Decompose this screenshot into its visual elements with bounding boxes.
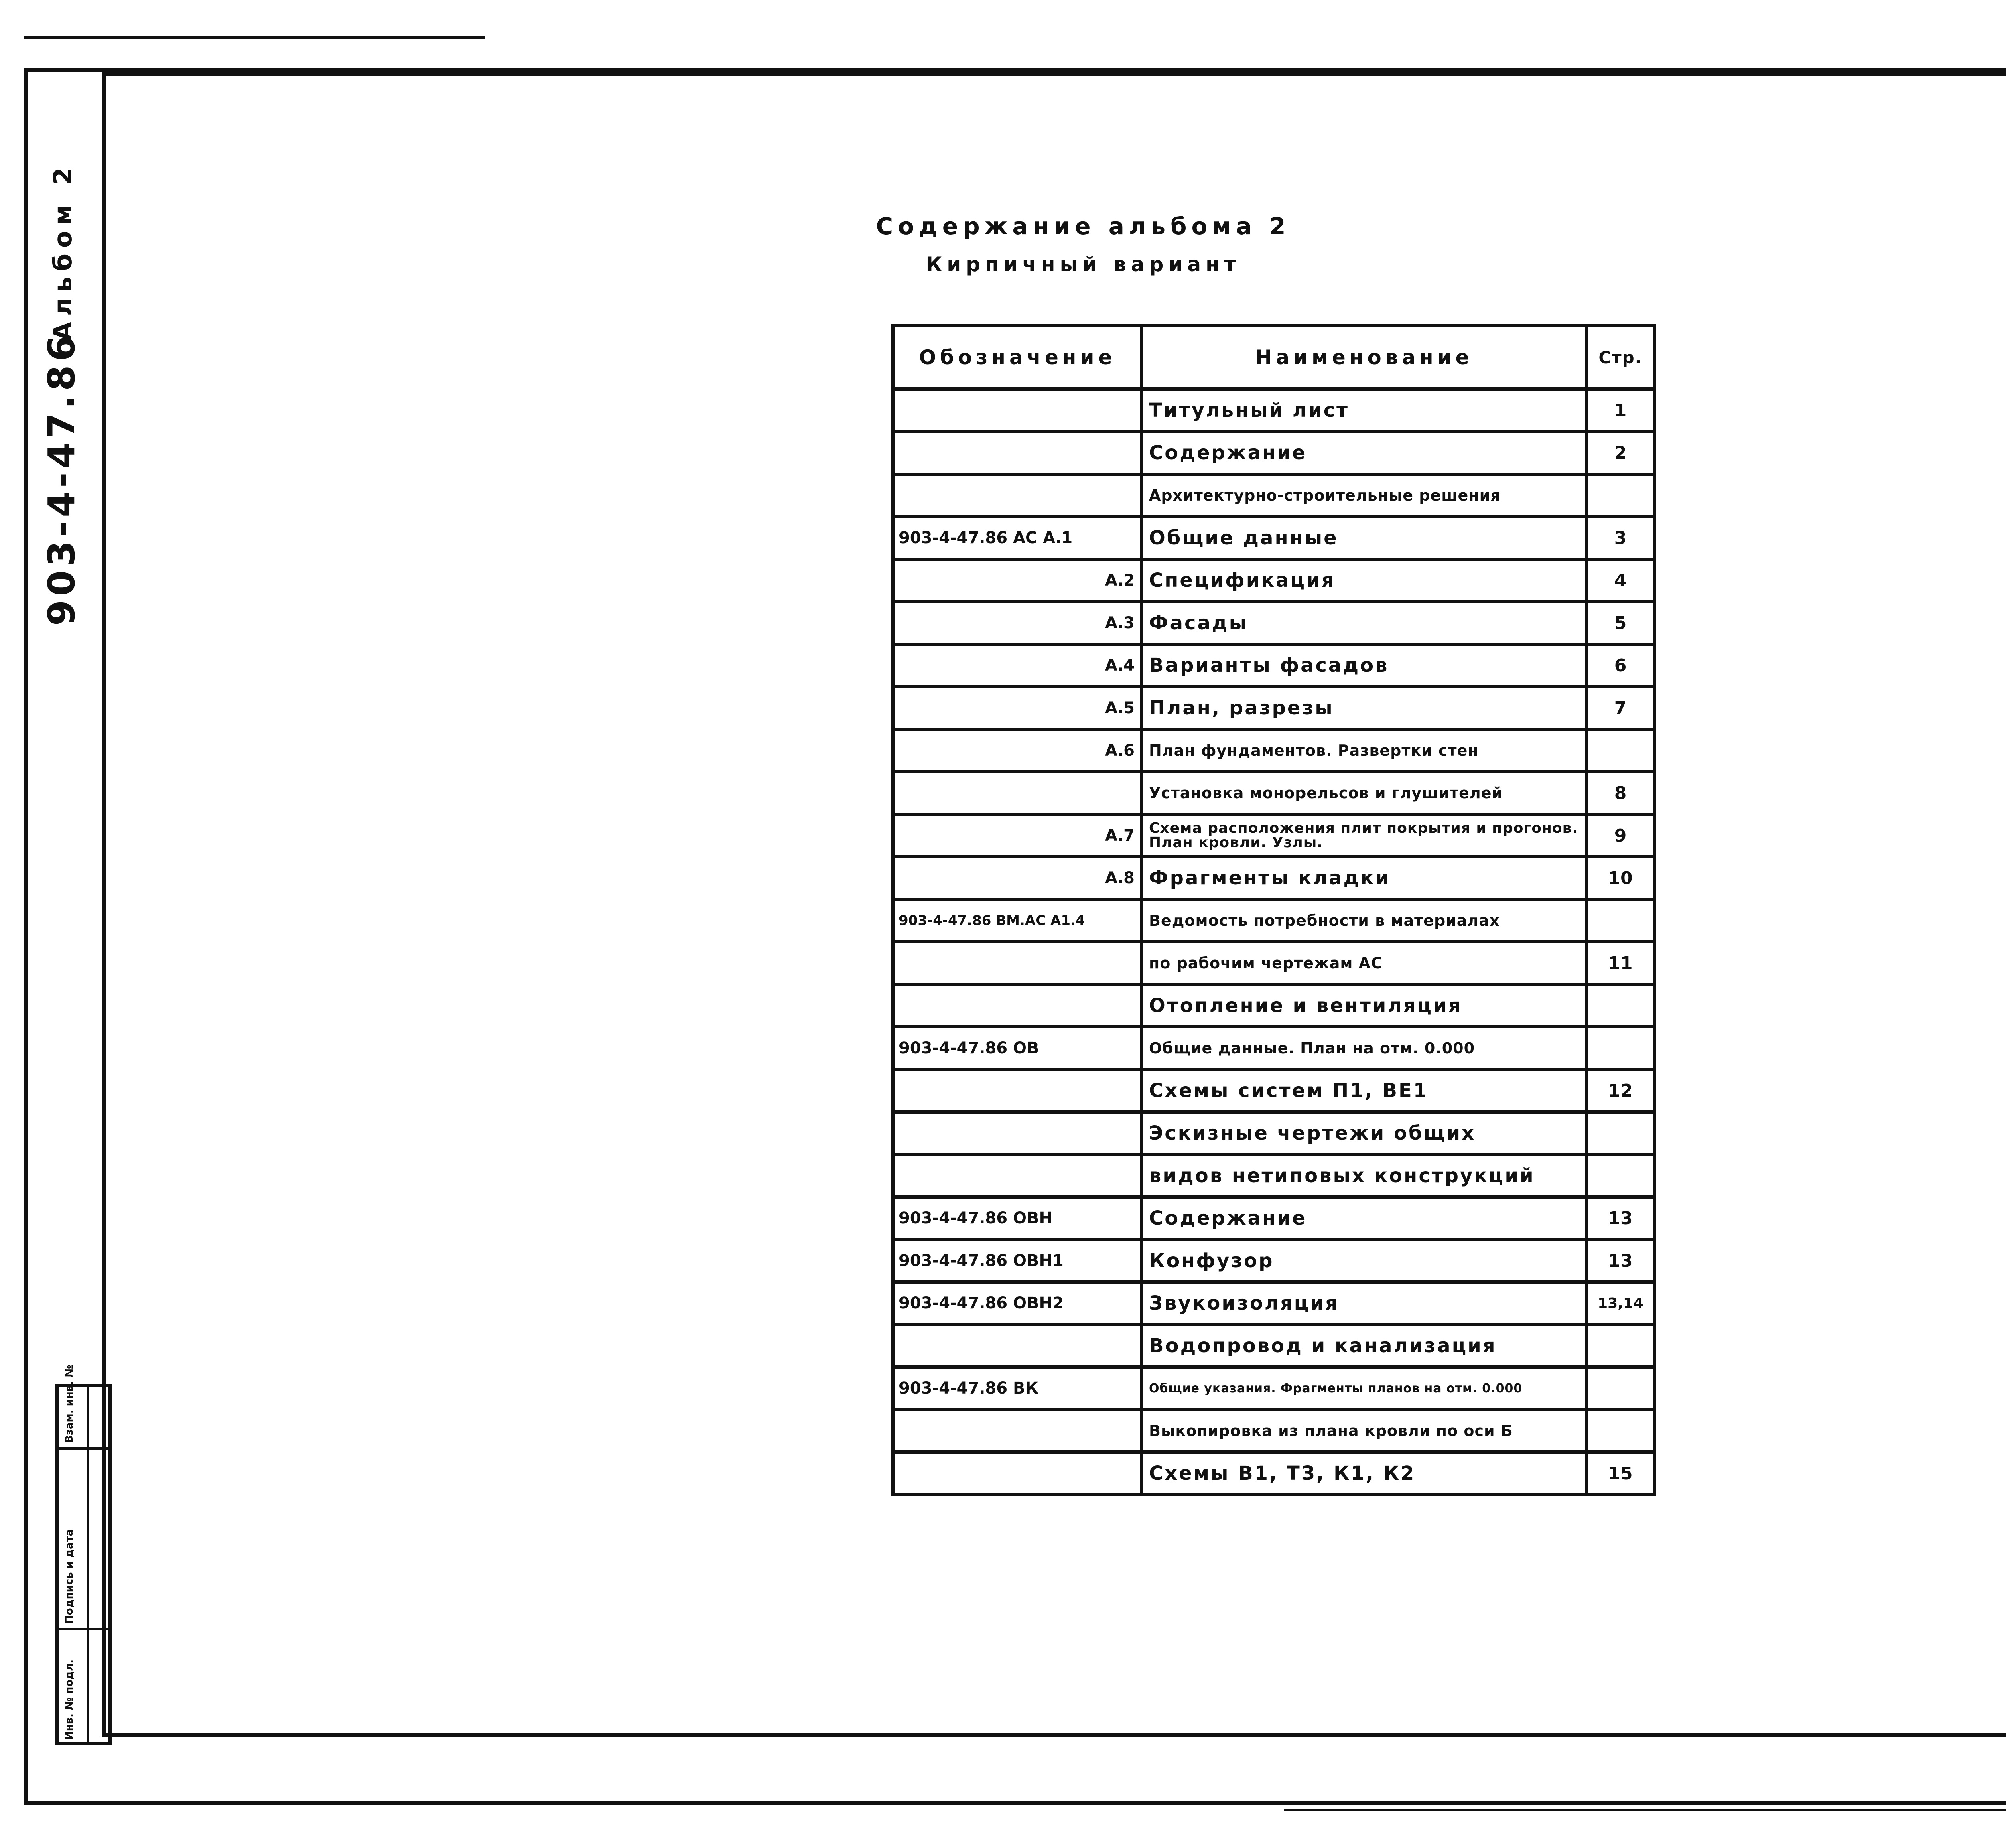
page-cell bbox=[1586, 1325, 1655, 1367]
designation-cell bbox=[893, 389, 1142, 432]
page-cell bbox=[1586, 1027, 1655, 1069]
table-row bbox=[893, 644, 1655, 687]
name-cell: План, разрезы bbox=[1142, 687, 1586, 729]
table-row bbox=[893, 1027, 1655, 1069]
name-cell: Выкопировка из плана кровли по оси Б bbox=[1142, 1410, 1586, 1452]
page-subtitle: Кирпичный вариант bbox=[926, 253, 1241, 276]
name-cell: Ведомость потребности в материалах bbox=[1142, 899, 1586, 942]
designation-cell bbox=[893, 984, 1142, 1027]
table-row bbox=[893, 942, 1655, 984]
table-row bbox=[893, 1325, 1655, 1367]
designation-cell: А.2 bbox=[893, 559, 1142, 602]
name-cell: Фрагменты кладки bbox=[1142, 857, 1586, 899]
name-cell: Варианты фасадов bbox=[1142, 644, 1586, 687]
stamp-separator bbox=[87, 1387, 89, 1742]
page-cell: 13 bbox=[1586, 1197, 1655, 1239]
column-header-name: Наименование bbox=[1142, 326, 1586, 389]
name-cell: Фасады bbox=[1142, 602, 1586, 644]
page-cell: 5 bbox=[1586, 602, 1655, 644]
designation-cell bbox=[893, 1069, 1142, 1112]
page-cell: 15 bbox=[1586, 1452, 1655, 1495]
designation-cell: 903-4-47.86 ВМ.АС А1.4 bbox=[893, 899, 1142, 942]
name-cell: Отопление и вентиляция bbox=[1142, 984, 1586, 1027]
page-cell: 2 bbox=[1586, 432, 1655, 474]
designation-cell: 903-4-47.86 ВК bbox=[893, 1367, 1142, 1410]
designation-cell: 903-4-47.86 ОВН bbox=[893, 1197, 1142, 1239]
name-cell: Общие указания. Фрагменты планов на отм. 0.000 bbox=[1142, 1367, 1586, 1410]
table-row bbox=[893, 1112, 1655, 1154]
contents-table bbox=[891, 324, 1656, 1496]
designation-cell: А.3 bbox=[893, 602, 1142, 644]
name-cell: Схемы В1, Т3, К1, К2 bbox=[1142, 1452, 1586, 1495]
page-cell: 3 bbox=[1586, 517, 1655, 559]
table-row bbox=[893, 389, 1655, 432]
table-row bbox=[893, 899, 1655, 942]
name-cell: Эскизные чертежи общих bbox=[1142, 1112, 1586, 1154]
table-row bbox=[893, 602, 1655, 644]
stamp-label-signature: Подпись и дата bbox=[63, 1529, 75, 1624]
table-row bbox=[893, 984, 1655, 1027]
page-cell bbox=[1586, 984, 1655, 1027]
page-cell bbox=[1586, 1367, 1655, 1410]
designation-cell: А.8 bbox=[893, 857, 1142, 899]
column-header-designation: Обозначение bbox=[893, 326, 1142, 389]
designation-cell bbox=[893, 1325, 1142, 1367]
designation-cell: А.5 bbox=[893, 687, 1142, 729]
page-cell bbox=[1586, 1154, 1655, 1197]
table-row bbox=[893, 1154, 1655, 1197]
table-row bbox=[893, 1367, 1655, 1410]
table-row bbox=[893, 517, 1655, 559]
table-row bbox=[893, 1069, 1655, 1112]
designation-cell: А.4 bbox=[893, 644, 1142, 687]
name-cell: Общие данные bbox=[1142, 517, 1586, 559]
designation-cell bbox=[893, 772, 1142, 814]
designation-cell bbox=[893, 1154, 1142, 1197]
stamp-divider bbox=[59, 1628, 108, 1630]
page-cell bbox=[1586, 729, 1655, 772]
designation-cell: 903-4-47.86 ОВ bbox=[893, 1027, 1142, 1069]
name-cell: Водопровод и канализация bbox=[1142, 1325, 1586, 1367]
name-cell: Схема расположения плит покрытия и прогонов. План кровли. Узлы. bbox=[1142, 814, 1586, 857]
page-cell bbox=[1586, 1410, 1655, 1452]
name-cell: План фундаментов. Развертки стен bbox=[1142, 729, 1586, 772]
table-row bbox=[893, 474, 1655, 517]
page-cell: 8 bbox=[1586, 772, 1655, 814]
table-row bbox=[893, 1282, 1655, 1325]
bottom-underline bbox=[1284, 1809, 2006, 1811]
designation-cell: 903-4-47.86 ОВН2 bbox=[893, 1282, 1142, 1325]
side-stamp bbox=[55, 1365, 112, 1745]
page-cell: 13,14 bbox=[1586, 1282, 1655, 1325]
name-cell: Содержание bbox=[1142, 432, 1586, 474]
table-row bbox=[893, 432, 1655, 474]
page-cell bbox=[1586, 474, 1655, 517]
table-row bbox=[893, 1197, 1655, 1239]
name-cell: Титульный лист bbox=[1142, 389, 1586, 432]
name-cell: Конфузор bbox=[1142, 1239, 1586, 1282]
page-cell: 12 bbox=[1586, 1069, 1655, 1112]
page-cell: 9 bbox=[1586, 814, 1655, 857]
table-row bbox=[893, 1239, 1655, 1282]
name-cell: Установка монорельсов и глушителей bbox=[1142, 772, 1586, 814]
table-row bbox=[893, 1410, 1655, 1452]
page-cell bbox=[1586, 899, 1655, 942]
page-cell: 4 bbox=[1586, 559, 1655, 602]
name-cell: Звукоизоляция bbox=[1142, 1282, 1586, 1325]
designation-cell bbox=[893, 1112, 1142, 1154]
designation-cell bbox=[893, 1410, 1142, 1452]
name-cell: Спецификация bbox=[1142, 559, 1586, 602]
page-title: Содержание альбома 2 bbox=[876, 213, 1291, 240]
page-cell: 6 bbox=[1586, 644, 1655, 687]
table-row bbox=[893, 857, 1655, 899]
top-left-rule bbox=[24, 36, 485, 39]
name-cell: Архитектурно-строительные решения bbox=[1142, 474, 1586, 517]
stamp-label-replacement: Взам. инв. № bbox=[63, 1365, 75, 1443]
table-row bbox=[893, 1452, 1655, 1495]
page-cell: 7 bbox=[1586, 687, 1655, 729]
page-cell: 11 bbox=[1586, 942, 1655, 984]
designation-cell: А.7 bbox=[893, 814, 1142, 857]
name-cell: Схемы систем П1, ВЕ1 bbox=[1142, 1069, 1586, 1112]
designation-cell: 903-4-47.86 ОВН1 bbox=[893, 1239, 1142, 1282]
stamp-divider bbox=[59, 1447, 108, 1450]
name-cell: Общие данные. План на отм. 0.000 bbox=[1142, 1027, 1586, 1069]
table-header-row bbox=[893, 326, 1655, 389]
table-row bbox=[893, 559, 1655, 602]
designation-cell bbox=[893, 942, 1142, 984]
project-code-vertical: 903-4-47.86 bbox=[40, 331, 83, 626]
designation-cell bbox=[893, 474, 1142, 517]
designation-cell: 903-4-47.86 АС А.1 bbox=[893, 517, 1142, 559]
table-row bbox=[893, 729, 1655, 772]
table-row bbox=[893, 814, 1655, 857]
page-cell: 13 bbox=[1586, 1239, 1655, 1282]
name-cell: видов нетиповых конструкций bbox=[1142, 1154, 1586, 1197]
designation-cell bbox=[893, 1452, 1142, 1495]
album-label: Альбом 2 bbox=[48, 162, 77, 341]
stamp-label-inventory: Инв. № подл. bbox=[63, 1659, 75, 1740]
column-header-page: Стр. bbox=[1586, 326, 1655, 389]
page-cell: 10 bbox=[1586, 857, 1655, 899]
designation-cell bbox=[893, 432, 1142, 474]
table-row bbox=[893, 772, 1655, 814]
name-cell: Содержание bbox=[1142, 1197, 1586, 1239]
page-cell: 1 bbox=[1586, 389, 1655, 432]
page-cell bbox=[1586, 1112, 1655, 1154]
designation-cell: А.6 bbox=[893, 729, 1142, 772]
table-row bbox=[893, 687, 1655, 729]
name-cell: по рабочим чертежам АС bbox=[1142, 942, 1586, 984]
